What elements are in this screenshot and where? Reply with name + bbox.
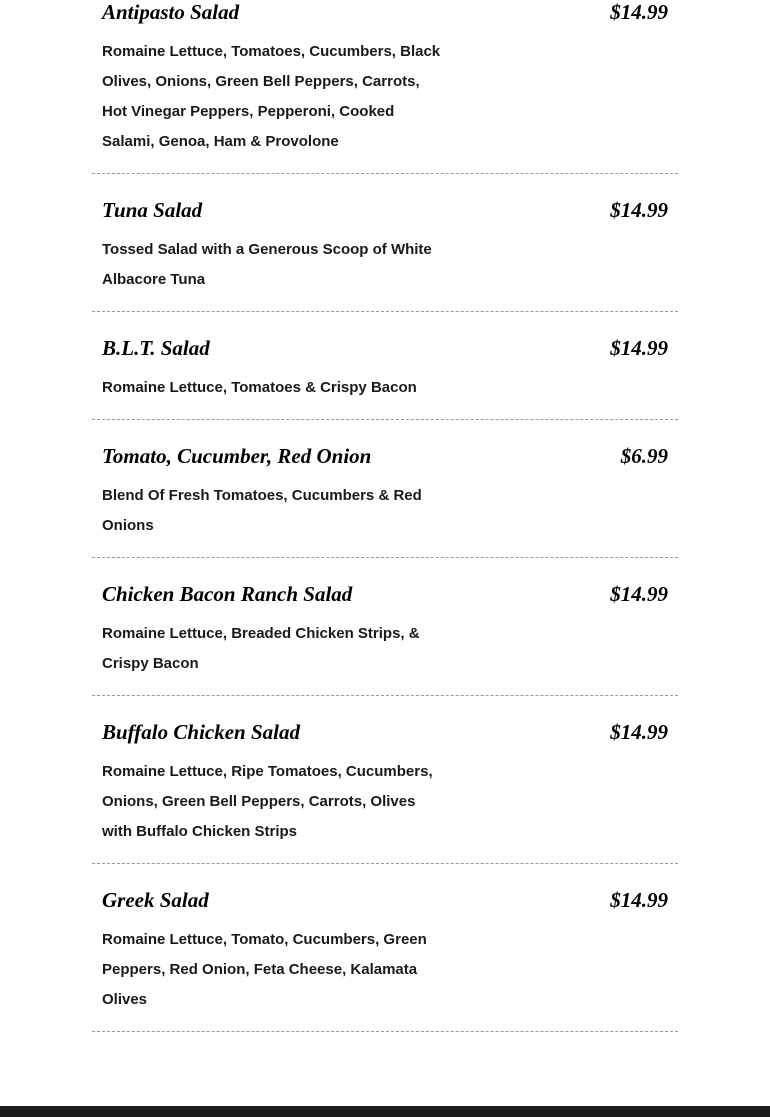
menu-item-price: $6.99 <box>620 444 668 468</box>
menu-item-antipasto-salad <box>92 0 678 174</box>
menu-item-name: Antipasto Salad <box>102 0 240 24</box>
menu-item-header <box>102 888 668 912</box>
menu-item-header <box>102 0 668 24</box>
menu-item-header <box>102 582 668 606</box>
menu-item-description: Romaine Lettuce, Breaded Chicken Strips, & Crispy Bacon <box>102 625 420 672</box>
menu-item-description: Romaine Lettuce, Tomato, Cucumbers, Green Peppers, Red Onion, Feta Cheese, Kalamata Olives <box>102 931 427 1008</box>
menu-item-description: Romaine Lettuce, Tomatoes & Crispy Bacon <box>102 379 417 396</box>
menu-item-tuna-salad <box>92 174 678 312</box>
menu-item-price: $14.99 <box>610 336 668 360</box>
menu-item-tomato-cucumber-red-onion <box>92 420 678 558</box>
menu-item-name: Greek Salad <box>102 888 209 912</box>
salad-menu-list <box>92 0 678 1032</box>
menu-item-price: $14.99 <box>610 720 668 744</box>
menu-item-description: Romaine Lettuce, Tomatoes, Cucumbers, Black Olives, Onions, Green Bell Peppers, Carrots, Hot Vinegar Peppers, Pepperoni, Cooked Salami, Genoa, Ham & Provolone <box>102 43 441 150</box>
menu-item-header <box>102 336 668 360</box>
menu-item-greek-salad <box>92 864 678 1032</box>
menu-item-description: Tossed Salad with a Generous Scoop of White Albacore Tuna <box>102 241 432 288</box>
menu-item-chicken-bacon-ranch-salad <box>92 558 678 696</box>
menu-item-name: Tuna Salad <box>102 198 203 222</box>
menu-item-name: B.L.T. Salad <box>102 336 210 360</box>
menu-item-description: Romaine Lettuce, Ripe Tomatoes, Cucumbers, Onions, Green Bell Peppers, Carrots, Olives with Buffalo Chicken Strips <box>102 763 433 840</box>
menu-item-price: $14.99 <box>610 198 668 222</box>
menu-item-header <box>102 198 668 222</box>
menu-item-price: $14.99 <box>610 582 668 606</box>
menu-item-header <box>102 720 668 744</box>
menu-item-name: Buffalo Chicken Salad <box>102 720 300 744</box>
menu-item-header <box>102 444 668 468</box>
menu-item-name: Chicken Bacon Ranch Salad <box>102 582 353 606</box>
menu-item-price: $14.99 <box>610 0 668 24</box>
menu-item-price: $14.99 <box>610 888 668 912</box>
footer-bar <box>0 1106 770 1117</box>
menu-item-blt-salad <box>92 312 678 420</box>
menu-item-description: Blend Of Fresh Tomatoes, Cucumbers & Red Onions <box>102 487 422 534</box>
menu-item-name: Tomato, Cucumber, Red Onion <box>102 444 372 468</box>
menu-item-buffalo-chicken-salad <box>92 696 678 864</box>
